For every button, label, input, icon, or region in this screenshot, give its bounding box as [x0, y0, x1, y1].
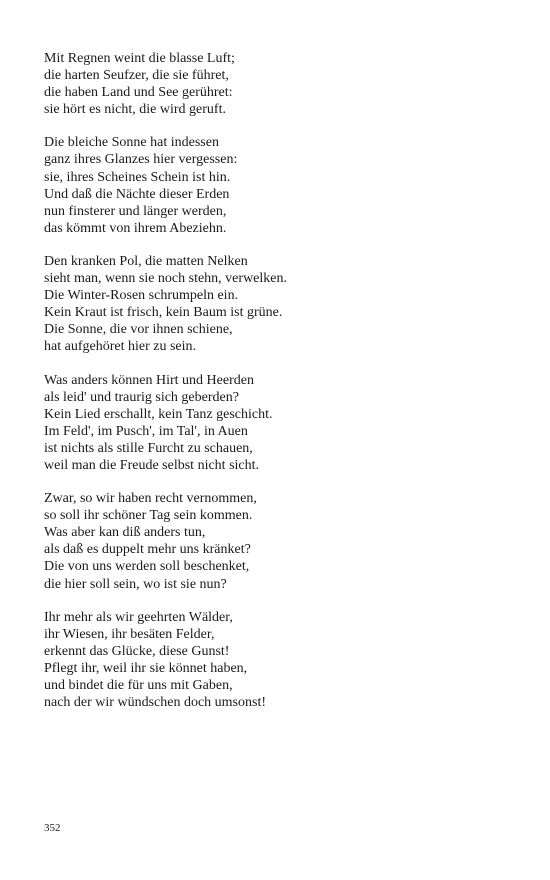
poem-line: weil man die Freude selbst nicht sicht.: [44, 457, 260, 473]
poem-line: nach der wir wündschen doch umsonst!: [44, 695, 267, 711]
poem-body: [44, 50, 514, 727]
poem-line: ist nichts als stille Furcht zu schauen,: [44, 440, 253, 456]
poem-line: Pflegt ihr, weil ihr sie könnet haben,: [44, 660, 248, 676]
poem-line: erkennt das Glücke, diese Gunst!: [44, 643, 230, 659]
poem-line: die harten Seufzer, die sie führet,: [44, 68, 229, 84]
poem-line: sieht man, wenn sie noch stehn, verwelken.: [44, 271, 287, 287]
poem-line: Was anders können Hirt und Heerden: [44, 372, 254, 388]
poem-line: so soll ihr schöner Tag sein kommen.: [44, 508, 253, 524]
poem-line: hat aufgehöret hier zu sein.: [44, 339, 196, 355]
poem-line: ihr Wiesen, ihr besäten Felder,: [44, 626, 215, 642]
poem-line: Die bleiche Sonne hat indessen: [44, 135, 219, 151]
stanza-6: [44, 609, 514, 712]
poem-line: Im Feld', im Pusch', im Tal', in Auen: [44, 423, 248, 439]
poem-line: die hier soll sein, wo ist sie nun?: [44, 576, 227, 592]
poem-line: Den kranken Pol, die matten Nelken: [44, 253, 248, 269]
poem-line: ganz ihres Glanzes hier vergessen:: [44, 152, 238, 168]
poem-line: als daß es duppelt mehr uns kränket?: [44, 542, 251, 558]
poem-line: das kömmt von ihrem Abeziehn.: [44, 220, 227, 236]
poem-line: Zwar, so wir haben recht vernommen,: [44, 491, 257, 507]
page-number: 352: [44, 822, 61, 834]
poem-line: und bindet die für uns mit Gaben,: [44, 678, 233, 693]
poem-line: Was aber kan diß anders tun,: [44, 525, 206, 541]
poem-line: Kein Kraut ist frisch, kein Baum ist grüne.: [44, 305, 283, 321]
poem-line: Und daß die Nächte dieser Erden: [44, 186, 230, 202]
poem-line: Die Sonne, die vor ihnen schiene,: [44, 322, 233, 338]
poem-line: Ihr mehr als wir geehrten Wälder,: [44, 609, 233, 625]
poem-line: als leid' und traurig sich geberden?: [44, 389, 239, 405]
poem-line: Mit Regnen weint die blasse Luft;: [44, 51, 235, 66]
poem-line: Kein Lied erschallt, kein Tanz geschicht.: [44, 406, 273, 422]
poem-line: sie, ihres Scheines Schein ist hin.: [44, 169, 231, 185]
stanza-1: [44, 50, 514, 118]
poem-line: sie hört es nicht, die wird geruft.: [44, 102, 226, 118]
stanza-3: [44, 253, 514, 356]
poem-line: nun finsterer und länger werden,: [44, 203, 227, 219]
poem-line: Die von uns werden soll beschenket,: [44, 559, 250, 575]
stanza-5: [44, 490, 514, 593]
stanza-2: [44, 134, 514, 237]
poem-line: Die Winter-Rosen schrumpeln ein.: [44, 288, 239, 304]
stanza-4: [44, 372, 514, 475]
poem-line: die haben Land und See gerühret:: [44, 85, 233, 101]
